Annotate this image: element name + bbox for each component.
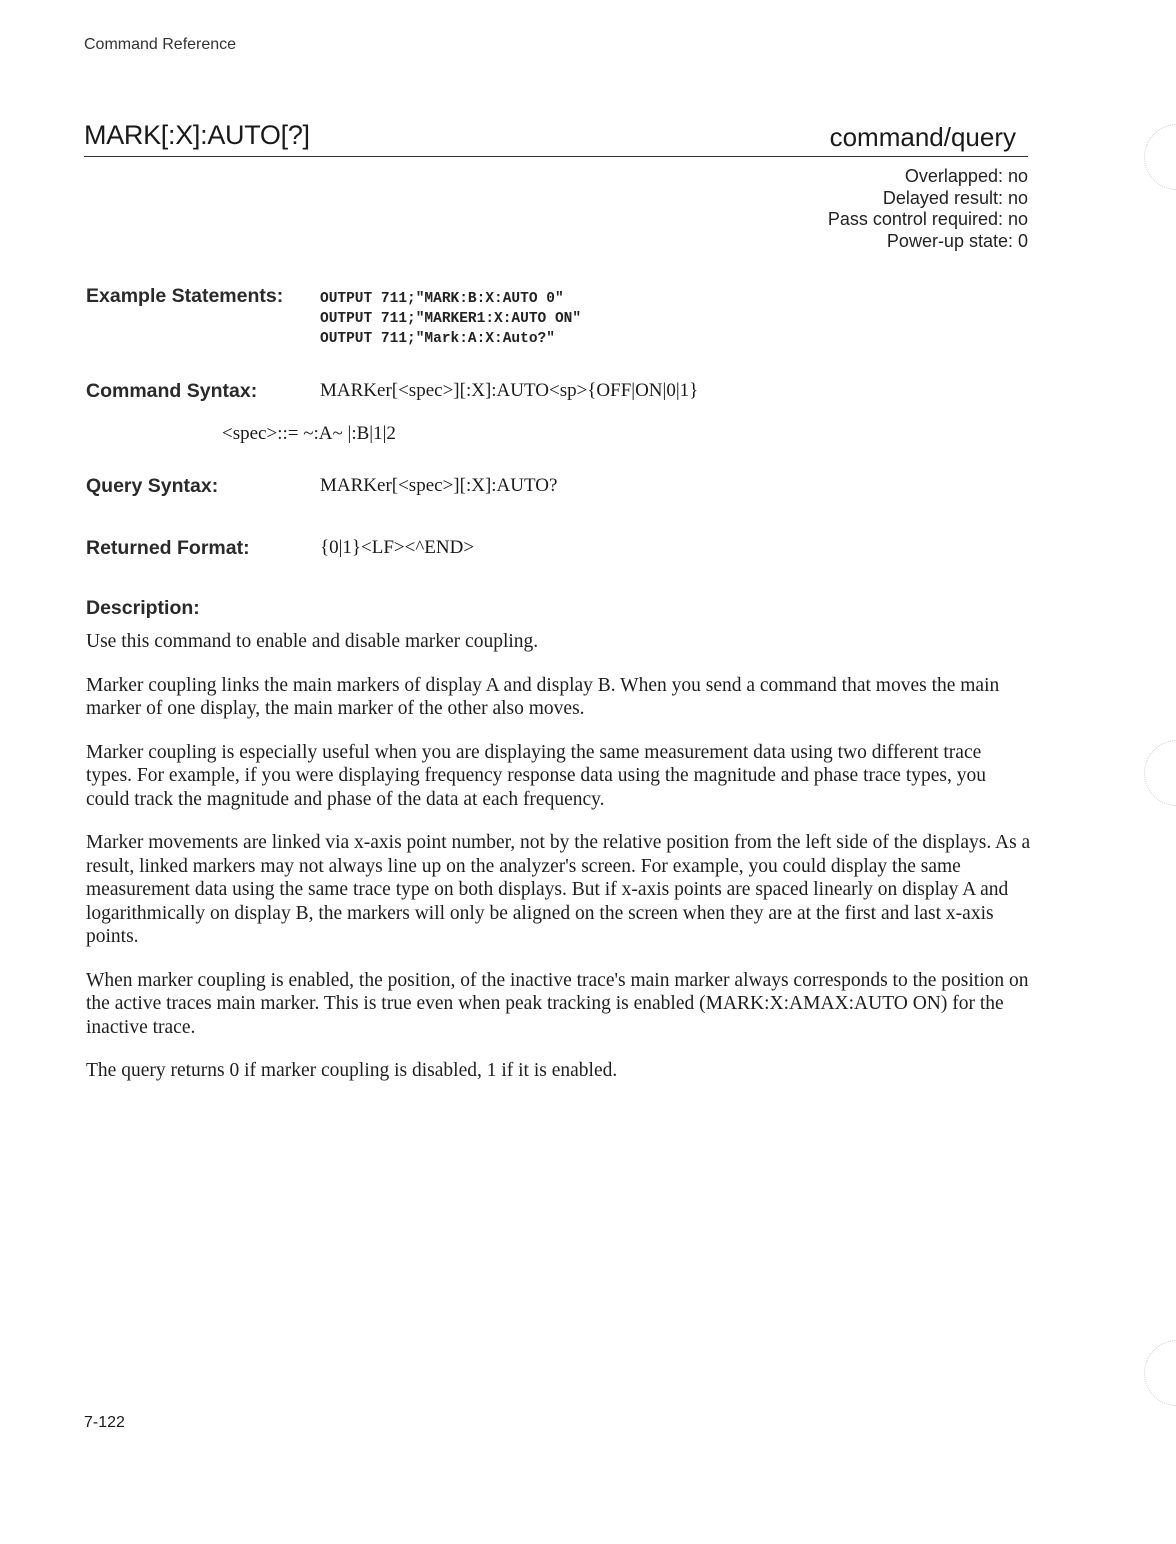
binder-hole bbox=[1144, 1340, 1176, 1406]
spec-definition: <spec>::= ~:A~ |:B|1|2 bbox=[222, 423, 396, 444]
description-body bbox=[86, 630, 1031, 1103]
command-syntax-label: Command Syntax: bbox=[86, 380, 258, 402]
pass-control-attribute: Pass control required: no bbox=[827, 209, 1028, 229]
command-attributes bbox=[828, 166, 1028, 252]
description-paragraph: Marker coupling links the main markers of display A and display B. When you send a command that moves the main marker of one display, the main marker of the other also moves. bbox=[86, 674, 1000, 719]
page-number: 7-122 bbox=[84, 1414, 125, 1431]
power-up-state-attribute: Power-up state: 0 bbox=[886, 230, 1028, 251]
command-type: command/query bbox=[829, 122, 1016, 152]
delayed-result-attribute: Delayed result: no bbox=[882, 187, 1028, 208]
description-paragraph: When marker coupling is enabled, the position, of the inactive trace's main marker always corresponds to the position on the active traces main marker. This is true even when peak tracking is enabled (MARK:X:AMAX:AUTO ON) for the inactive trace. bbox=[86, 969, 1029, 1038]
overlapped-attribute: Overlapped: no bbox=[904, 166, 1028, 186]
binder-hole bbox=[1144, 124, 1176, 190]
returned-format-label: Returned Format: bbox=[86, 537, 250, 559]
description-heading: Description: bbox=[86, 597, 200, 619]
title-row bbox=[84, 120, 1028, 157]
example-statements bbox=[320, 289, 581, 349]
running-header: Command Reference bbox=[84, 36, 237, 53]
example-statement: OUTPUT 711;"MARKER1:X:AUTO ON" bbox=[320, 311, 582, 327]
example-statement: OUTPUT 711;"Mark:A:X:Auto?" bbox=[320, 331, 555, 347]
binder-hole bbox=[1144, 740, 1176, 806]
query-syntax-label: Query Syntax: bbox=[86, 475, 219, 497]
query-syntax-value: MARKer[<spec>][:X]:AUTO? bbox=[320, 475, 558, 496]
command-syntax-value: MARKer[<spec>][:X]:AUTO<sp>{OFF|ON|0|1} bbox=[320, 380, 699, 401]
example-statements-label: Example Statements: bbox=[86, 285, 284, 307]
description-paragraph: Use this command to enable and disable marker coupling. bbox=[86, 631, 539, 652]
returned-format-value: {0|1}<LF><^END> bbox=[320, 537, 475, 558]
command-title: MARK[:X]:AUTO[?] bbox=[84, 120, 310, 150]
description-paragraph: Marker coupling is especially useful when you are displaying the same measurement data using two different trace types. For example, if you were displaying frequency response data using the magnitude and phase trace types, you could track the magnitude and phase of the data at each frequency. bbox=[86, 741, 986, 810]
description-paragraph: The query returns 0 if marker coupling is disabled, 1 if it is enabled. bbox=[86, 1060, 618, 1081]
description-paragraph: Marker movements are linked via x-axis point number, not by the relative position from the left side of the displays. As a result, linked markers may not always line up on the analyzer's screen. For example, you could display the same measurement data using the same trace type on both displays. But if x-axis points are spaced linearly on display A and logarithmically on display B, the markers will only be aligned on the screen when they are at the first and last x-axis points. bbox=[86, 832, 1031, 947]
example-statement: OUTPUT 711;"MARK:B:X:AUTO 0" bbox=[320, 291, 564, 307]
